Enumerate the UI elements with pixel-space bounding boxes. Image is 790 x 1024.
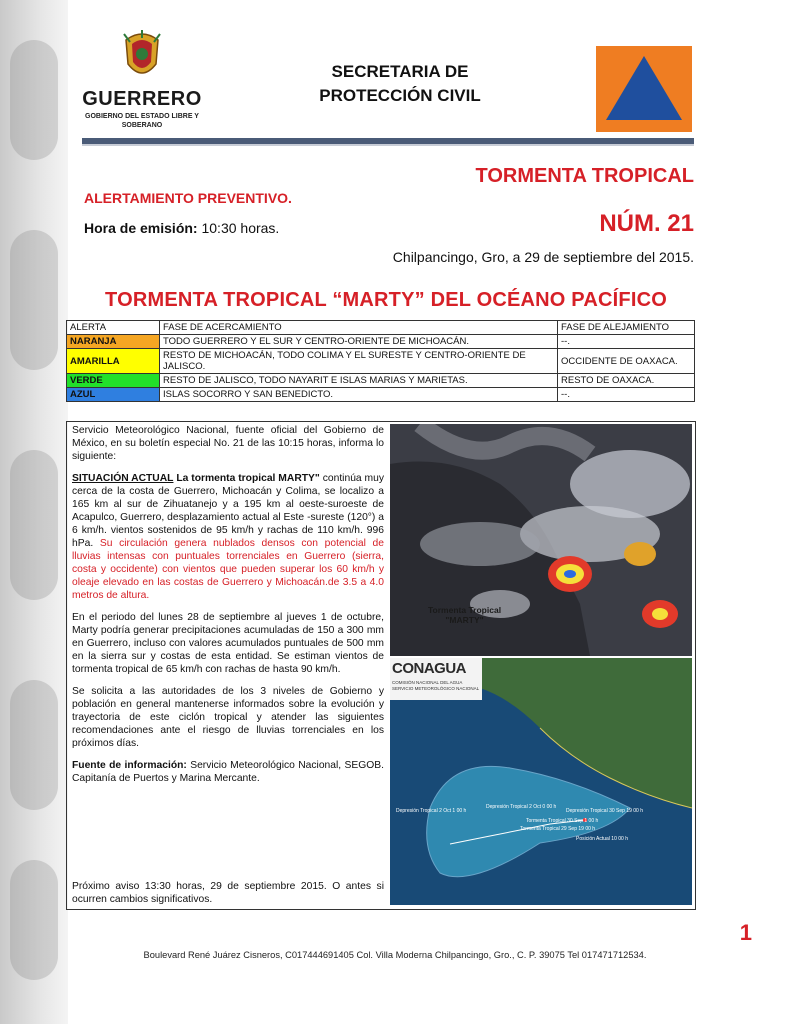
storm-title: TORMENTA TROPICAL “MARTY” DEL OCÉANO PACÍFICO	[105, 289, 667, 311]
situation-bold: La tormenta tropical MARTY"	[176, 473, 320, 484]
track-label: Depresión Tropical 30 Sep 19 00 h	[566, 808, 643, 814]
header-cell: ALERTA	[67, 321, 160, 335]
next-notice: Próximo aviso 13:30 horas, 29 de septiembre 2015. O antes si ocurren cambios significativos.	[72, 881, 384, 905]
departure-cell: RESTO DE OAXACA.	[558, 374, 695, 388]
logo-subtitle: GOBIERNO DEL ESTADO LIBRE Y SOBERANO	[85, 113, 199, 129]
alert-level-title: ALERTAMIENTO PREVENTIVO.	[84, 190, 292, 206]
forecast-track-map	[390, 658, 692, 905]
request-paragraph: Se solicita a las autoridades de los 3 niveles de Gobierno y población en general mantenerse informados sobre la evolución y trayectoria de este ciclón tropical y atender las siguientes recomendaciones ante el riesgo de lluvias torrenciales en los próximos días.	[72, 686, 384, 749]
track-label: Depresión Tropical 2 Oct 0 00 h	[486, 804, 557, 810]
issue-time-value: 10:30 horas.	[201, 220, 280, 236]
satellite-image	[390, 424, 692, 656]
situation-text: continúa muy cerca de la costa de Guerrero, Michoacán y Colima, se localizo a 165 km al sur de Zihuatanejo y a 195 km al oeste-suroeste de Acapulco, Guerrero, desplazamiento actual al Este -sureste (120°) a 6 km/h. vientos sostenidos de 95 km/h y rachas de 110 km/h. 996 hPa.	[72, 473, 384, 549]
org-line-2: PROTECCIÓN CIVIL	[319, 86, 481, 105]
alert-level-cell: NARANJA	[67, 335, 160, 349]
decorative-figure	[10, 860, 58, 980]
decorative-figure	[10, 230, 58, 370]
forecast-paragraph: En el periodo del lunes 28 de septiembre al jueves 1 de octubre, Marty podría generar precipitaciones acumuladas de 150 a 300 mm en Guerrero, incluso con valores acumulados puntuales de 500 mm en la sierra sur y costas de esta entidad. Se estiman vientos de tormenta tropical de 65 km/h con rachas de hasta 90 km/h.	[72, 612, 384, 675]
source-label: Fuente de información:	[72, 760, 187, 771]
conagua-brand	[390, 658, 482, 700]
alert-table	[66, 320, 695, 402]
track-label: Depresión Tropical 2 Oct 1 00 h	[396, 808, 467, 814]
bulletin-number: NÚM. 21	[599, 210, 694, 237]
approach-cell: ISLAS SOCORRO Y SAN BENEDICTO.	[160, 388, 558, 402]
situation-heading: SITUACIÓN ACTUAL	[72, 473, 174, 484]
conagua-title: CONAGUA	[392, 660, 466, 677]
header-cell: FASE DE ACERCAMIENTO	[160, 321, 558, 335]
issue-time	[84, 220, 279, 236]
header-cell: FASE DE ALEJAMIENTO	[558, 321, 695, 335]
decorative-figure	[10, 680, 58, 810]
footer-address: Boulevard René Juárez Cisneros, C017444691405 Col. Villa Moderna Chilpancingo, Gro., C. P. 39075 Tel 017471712534.	[143, 950, 647, 960]
satellite-label	[428, 605, 501, 625]
alert-row-amarilla	[67, 349, 695, 374]
intro-paragraph: Servicio Meteorológico Nacional, fuente oficial del Gobierno de México, en su boletín especial No. 21 de las 10:15 horas, informa lo siguiente:	[72, 425, 384, 462]
header-rule-accent	[82, 144, 694, 146]
civil-protection-triangle-icon	[596, 46, 692, 132]
conagua-subtitle-2: SERVICIO METEOROLÓGICO NACIONAL	[392, 686, 480, 691]
bulletin-type: TORMENTA TROPICAL	[475, 165, 694, 187]
departure-cell: --.	[558, 335, 695, 349]
bulletin-text	[72, 424, 384, 794]
situation-paragraph	[72, 472, 384, 602]
departure-cell: --.	[558, 388, 695, 402]
decorative-side-strip	[0, 0, 68, 1024]
approach-cell: RESTO DE JALISCO, TODO NAYARIT E ISLAS MARIAS Y MARIETAS.	[160, 374, 558, 388]
civil-protection-logo	[596, 46, 692, 132]
departure-cell: OCCIDENTE DE OAXACA.	[558, 349, 695, 374]
satellite-label-line-1: Tormenta Tropical	[428, 605, 502, 615]
alert-level-cell: AZUL	[67, 388, 160, 402]
conagua-subtitle	[392, 680, 479, 692]
page-number: 1	[739, 920, 752, 945]
org-line-1: SECRETARIA DE	[331, 62, 469, 81]
decorative-figure	[10, 40, 58, 160]
place-date: Chilpancingo, Gro, a 29 de septiembre del 2015.	[392, 249, 694, 265]
satellite-label-line-2: "MARTY"	[445, 615, 484, 625]
decorative-figure	[10, 450, 58, 600]
track-label: Posición Actual 10 00 h	[576, 836, 628, 842]
alert-row-verde	[67, 374, 695, 388]
issue-time-label: Hora de emisión:	[84, 220, 198, 236]
alert-level-cell: VERDE	[67, 374, 160, 388]
source-text: Servicio Meteorológico Nacional, SEGOB. Capitanía de Puertos y Marina Mercante.	[72, 760, 384, 784]
situation-warning: Su circulación genera nublados densos con potencial de lluvias intensas con puntuales torrenciales en Guerrero (sierra, costa y occidente) con vientos que pueden superar los 60 km/h y oleaje elevado en las costas de Guerrero y Michoacán.de 3.5 a 4.0 metros de altura.	[72, 538, 384, 601]
conagua-subtitle-1: COMISIÓN NACIONAL DEL AGUA	[392, 680, 463, 685]
organization-name	[282, 60, 518, 108]
source-paragraph	[72, 759, 384, 785]
track-label: Tormenta Tropical 30 Sep 1 00 h	[526, 818, 599, 824]
alert-level-cell: AMARILLA	[67, 349, 160, 374]
alert-row-azul	[67, 388, 695, 402]
approach-cell: TODO GUERRERO Y EL SUR Y CENTRO-ORIENTE DE MICHOACÁN.	[160, 335, 558, 349]
alert-table-header	[67, 321, 695, 335]
track-label: Tormenta Tropical 29 Sep 19 00 h	[520, 826, 596, 832]
alert-row-naranja	[67, 335, 695, 349]
guerrero-logo	[82, 26, 202, 138]
coat-of-arms-icon	[120, 30, 164, 82]
logo-title: GUERRERO	[82, 88, 202, 110]
approach-cell: RESTO DE MICHOACÁN, TODO COLIMA Y EL SURESTE Y CENTRO-ORIENTE DE JALISCO.	[160, 349, 558, 374]
